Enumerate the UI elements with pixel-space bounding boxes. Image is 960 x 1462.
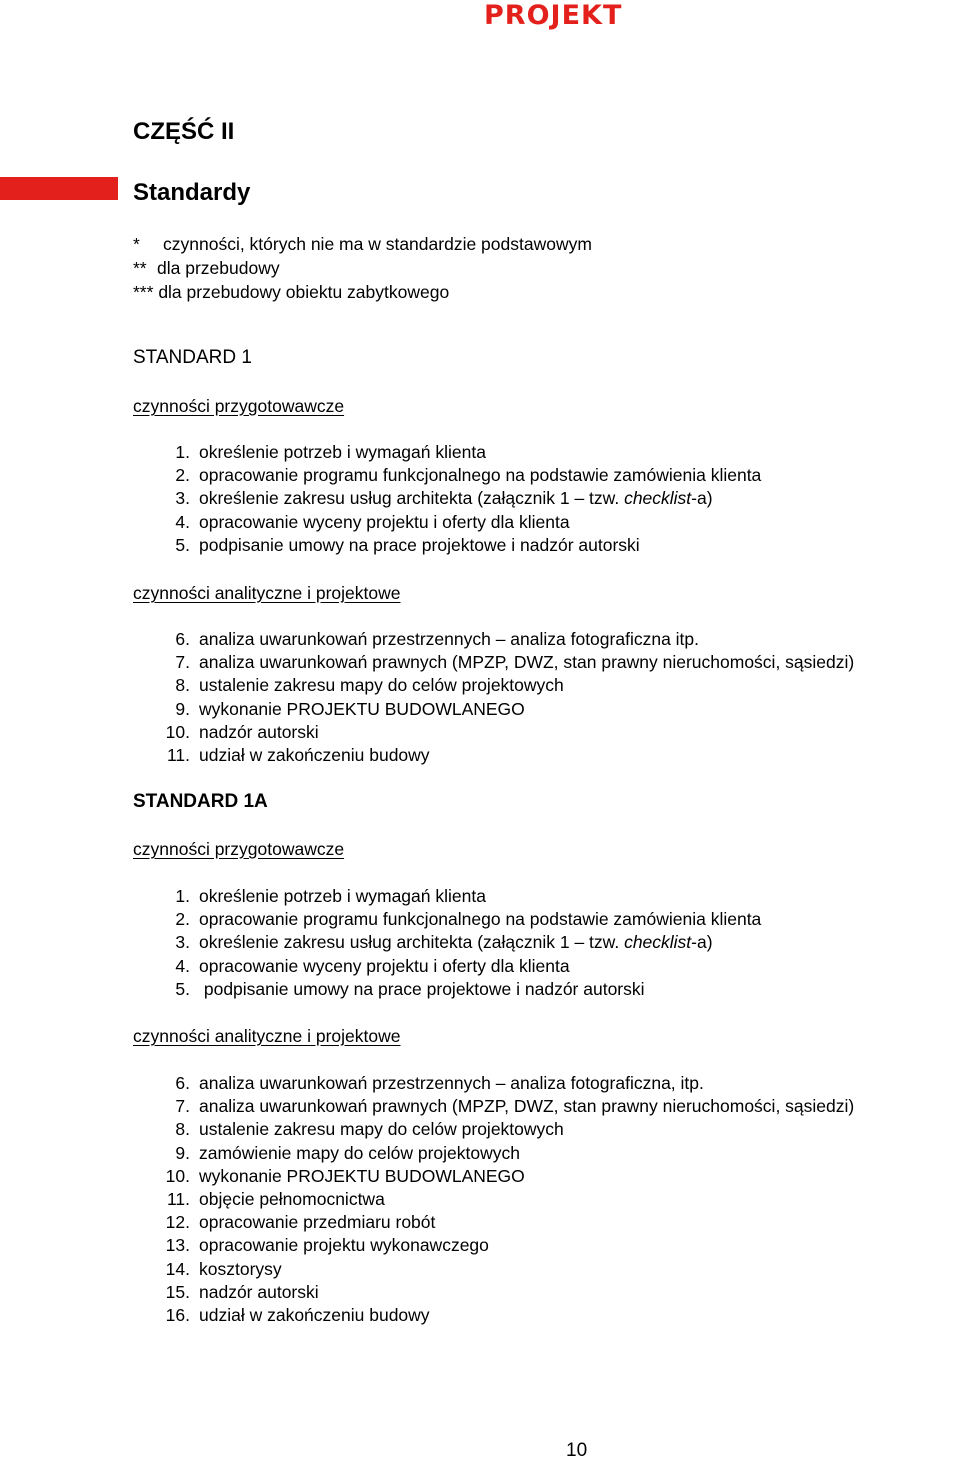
list-item-number: 9. [175, 698, 190, 719]
list-item [0, 1234, 854, 1257]
legend-item [133, 256, 592, 280]
list-item [0, 978, 761, 1001]
list-item-number: 1. [175, 886, 190, 906]
legend-text: dla przebudowy obiektu zabytkowego [158, 282, 450, 302]
legend-text: czynności, których nie ma w standardzie podstawowym [163, 234, 592, 254]
list-item-text: wykonanie PROJEKTU BUDOWLANEGO [199, 698, 525, 719]
standard-1a-prep-list [0, 885, 761, 1001]
page-number: 10 [566, 1440, 588, 1461]
list-item-number: 8. [175, 1119, 190, 1140]
list-item-text: podpisanie umowy na prace projektowe i nadzór autorski [199, 978, 645, 999]
list-item [0, 1165, 854, 1188]
list-item [0, 487, 761, 510]
list-item-number: 3. [175, 932, 190, 953]
red-accent-bar [0, 177, 118, 200]
list-item [0, 1142, 854, 1165]
list-item-number: 7. [175, 1096, 190, 1117]
legend-text: dla przebudowy [157, 258, 280, 278]
list-item [0, 955, 761, 978]
list-item-number: 3. [175, 488, 190, 509]
standard-1a-design-heading: czynności analityczne i projektowe [133, 1026, 401, 1046]
list-item [0, 1258, 854, 1281]
list-item [0, 628, 854, 651]
list-item-suffix: -a) [691, 932, 713, 953]
list-item-number: 4. [175, 955, 190, 976]
list-item-number: 1. [175, 442, 190, 462]
part-title: CZĘŚĆ II [133, 118, 235, 145]
list-item-text: opracowanie programu funkcjonalnego na podstawie zamówienia klienta [199, 465, 762, 486]
section-title: Standardy [133, 179, 251, 206]
legend [133, 232, 592, 304]
list-item-suffix: -a) [691, 488, 713, 509]
list-item-text: wykonanie PROJEKTU BUDOWLANEGO [199, 1165, 525, 1186]
standard-1-title: STANDARD 1 [133, 347, 252, 368]
list-item-text: analiza uwarunkowań prawnych (MPZP, DWZ, stan prawny nieruchomości, sąsiedzi) [199, 652, 855, 673]
list-item-number: 5. [175, 978, 190, 999]
list-item-text: zamówienie mapy do celów projektowych [199, 1142, 520, 1163]
standard-1-design-list [0, 628, 854, 767]
list-item [0, 1095, 854, 1118]
list-item-text: ustalenie zakresu mapy do celów projektowych [199, 1119, 564, 1140]
standard-1-design-heading: czynności analityczne i projektowe [133, 583, 401, 603]
list-item-number: 7. [175, 652, 190, 673]
legend-mark: * [133, 234, 140, 254]
list-item-number: 2. [175, 909, 190, 930]
list-item [0, 1072, 854, 1095]
standard-1a-design-list [0, 1072, 854, 1327]
list-item-text: analiza uwarunkowań przestrzennych – analiza fotograficzna, itp. [199, 1073, 704, 1093]
list-item-text: opracowanie wyceny projektu i oferty dla klienta [199, 955, 570, 976]
list-item-text: opracowanie wyceny projektu i oferty dla klienta [199, 511, 570, 532]
legend-mark: *** [133, 282, 154, 302]
list-item [0, 908, 761, 931]
list-item-text: opracowanie programu funkcjonalnego na podstawie zamówienia klienta [199, 909, 762, 930]
list-item [0, 885, 761, 908]
list-item-text: opracowanie przedmiaru robót [199, 1212, 436, 1233]
list-item-number: 4. [175, 511, 190, 532]
list-item [0, 1188, 854, 1211]
list-item-number: 12. [165, 1212, 190, 1233]
list-item [0, 1304, 854, 1327]
list-item-number: 15. [165, 1281, 190, 1302]
list-item-number: 10. [165, 1165, 190, 1186]
list-item-number: 2. [175, 465, 190, 486]
standard-1-prep-heading: czynności przygotowawcze [133, 396, 345, 416]
list-item-text: nadzór autorski [199, 1281, 319, 1302]
list-item-text: określenie zakresu usług architekta (załącznik 1 – tzw. [199, 488, 625, 509]
list-item-number: 5. [175, 534, 190, 555]
list-item-number: 16. [165, 1305, 190, 1326]
list-item-text: nadzór autorski [199, 721, 319, 742]
list-item [0, 744, 854, 767]
list-item-text: określenie zakresu usług architekta (załącznik 1 – tzw. [199, 932, 625, 953]
list-item-text: udział w zakończeniu budowy [199, 745, 430, 766]
list-item-number: 11. [166, 1189, 190, 1210]
list-item-number: 14. [165, 1258, 190, 1279]
list-item-number: 10. [165, 721, 190, 742]
list-item [0, 721, 854, 744]
list-item-text: opracowanie projektu wykonawczego [199, 1235, 489, 1256]
list-item-text: podpisanie umowy na prace projektowe i nadzór autorski [199, 534, 640, 555]
list-item-number: 13. [165, 1235, 190, 1256]
list-item-text: analiza uwarunkowań przestrzennych – analiza fotograficzna itp. [199, 629, 700, 649]
list-item-text: ustalenie zakresu mapy do celów projektowych [199, 675, 564, 696]
list-item [0, 674, 854, 697]
list-item-italic: checklist [624, 932, 692, 953]
legend-item [133, 280, 592, 304]
standard-1a-prep-heading: czynności przygotowawcze [133, 839, 345, 859]
list-item-text: określenie potrzeb i wymagań klienta [199, 442, 486, 462]
list-item-number: 6. [175, 1073, 190, 1093]
list-item-number: 8. [175, 675, 190, 696]
legend-mark: ** [133, 258, 147, 278]
standard-1a-title: STANDARD 1A [133, 791, 268, 812]
list-item-text: analiza uwarunkowań prawnych (MPZP, DWZ, stan prawny nieruchomości, sąsiedzi) [199, 1096, 855, 1117]
list-item-text: objęcie pełnomocnictwa [199, 1189, 385, 1210]
list-item [0, 441, 761, 464]
standard-1-prep-list [0, 441, 761, 557]
list-item-text: udział w zakończeniu budowy [199, 1305, 430, 1326]
list-item-number: 6. [175, 629, 190, 649]
list-item [0, 698, 854, 721]
list-item [0, 1281, 854, 1304]
list-item [0, 931, 761, 954]
list-item [0, 651, 854, 674]
header-logo: PROJEKT [484, 0, 623, 31]
list-item-text: określenie potrzeb i wymagań klienta [199, 886, 486, 906]
list-item-number: 9. [175, 1142, 190, 1163]
list-item [0, 464, 761, 487]
list-item [0, 511, 761, 534]
list-item-italic: checklist [624, 488, 692, 509]
list-item-text: kosztorysy [199, 1258, 282, 1279]
list-item-number: 11. [166, 745, 190, 766]
legend-item [133, 232, 592, 256]
list-item [0, 534, 761, 557]
list-item [0, 1211, 854, 1234]
list-item [0, 1118, 854, 1141]
